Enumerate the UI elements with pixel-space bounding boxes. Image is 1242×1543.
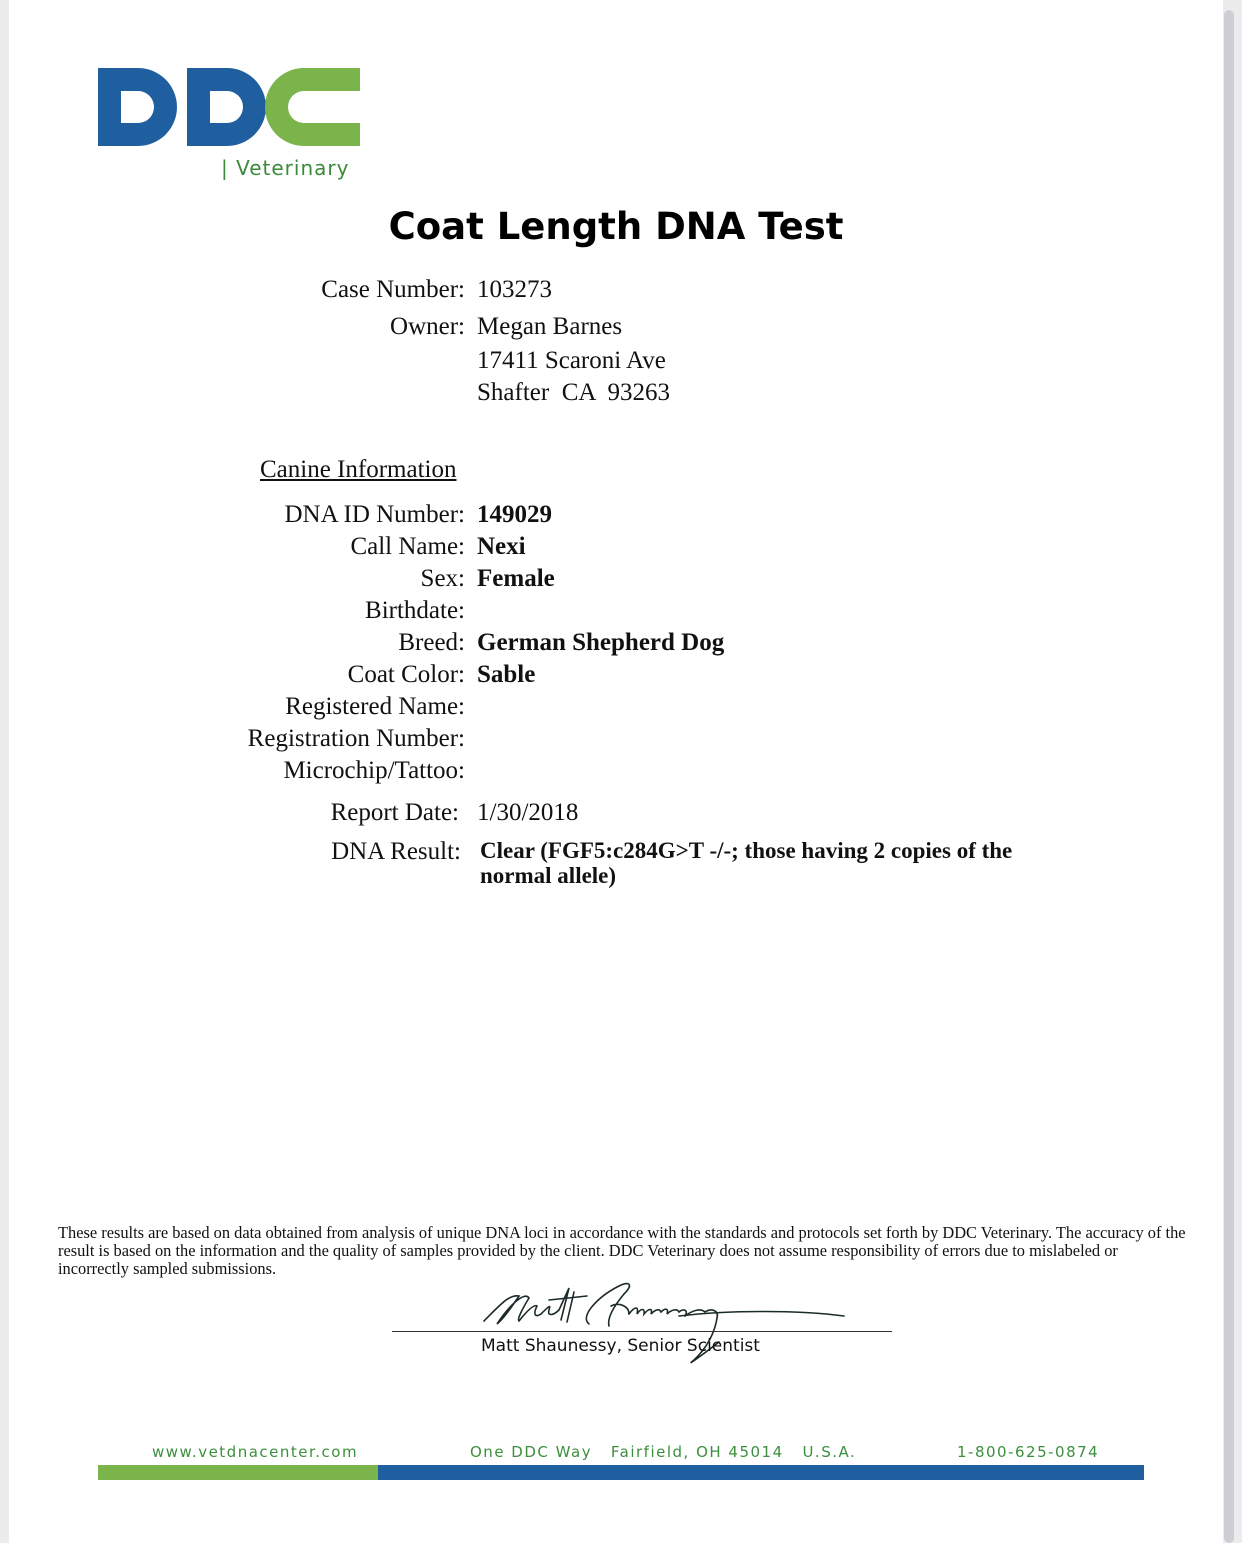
call-name-value: Nexi <box>477 533 526 560</box>
report-date-label: Report Date: <box>330 799 459 826</box>
breed-value: German Shepherd Dog <box>477 629 725 656</box>
sex-value: Female <box>477 565 555 592</box>
document-title: Coat Length DNA Test <box>388 205 844 248</box>
breed-label: Breed: <box>398 629 465 656</box>
handwritten-signature <box>479 1276 859 1376</box>
signature-line <box>392 1331 892 1332</box>
logo-subtitle: | Veterinary <box>221 156 350 180</box>
microchip-label: Microchip/Tattoo: <box>283 757 465 784</box>
coat-color-value: Sable <box>477 661 536 688</box>
footer-bar-green <box>98 1465 378 1480</box>
call-name-label: Call Name: <box>350 533 465 560</box>
case-number-value: 103273 <box>477 276 552 303</box>
footer-phone: 1-800-625-0874 <box>957 1443 1100 1461</box>
coat-color-label: Coat Color: <box>347 661 465 688</box>
logo-letter-d2 <box>187 68 266 146</box>
footer-address: One DDC Way Fairfield, OH 45014 U.S.A. <box>470 1443 857 1461</box>
footer-bar-blue <box>378 1465 1144 1480</box>
report-page <box>9 0 1223 1543</box>
canine-section-title: Canine Information <box>260 456 457 483</box>
scrollbar[interactable] <box>1224 10 1234 1543</box>
footer-website[interactable]: www.vetdnacenter.com <box>152 1443 359 1461</box>
owner-label: Owner: <box>390 313 465 340</box>
disclaimer-text: These results are based on data obtained from analysis of unique DNA loci in accordance with the standards and protocols set forth by DDC Veterinary. The accuracy of the result is based on the information and the quality of samples provided by the client. DDC Veterinary does not assume responsibility of errors due to mislabeled or incorrectly sampled submissions. <box>58 1223 1186 1278</box>
owner-address-line1: 17411 Scaroni Ave <box>477 347 666 374</box>
logo-letter-c <box>265 68 360 146</box>
dna-result-value: Clear (FGF5:c284G>T -/-; those having 2 copies of the normal allele) <box>480 838 1013 888</box>
dna-id-value: 149029 <box>477 501 552 528</box>
registered-name-label: Registered Name: <box>285 693 465 720</box>
dna-result-label: DNA Result: <box>331 838 461 865</box>
registration-number-label: Registration Number: <box>247 725 465 752</box>
case-number-label: Case Number: <box>321 276 465 303</box>
owner-name: Megan Barnes <box>477 313 623 340</box>
dna-id-label: DNA ID Number: <box>284 501 465 528</box>
sex-label: Sex: <box>420 565 465 592</box>
signer-name-title: Matt Shaunessy, Senior Scientist <box>481 1336 760 1356</box>
birthdate-label: Birthdate: <box>365 597 465 624</box>
report-date-value: 1/30/2018 <box>477 799 579 826</box>
logo-letter-d1 <box>98 68 177 146</box>
owner-address-line2: Shafter CA 93263 <box>477 379 671 406</box>
